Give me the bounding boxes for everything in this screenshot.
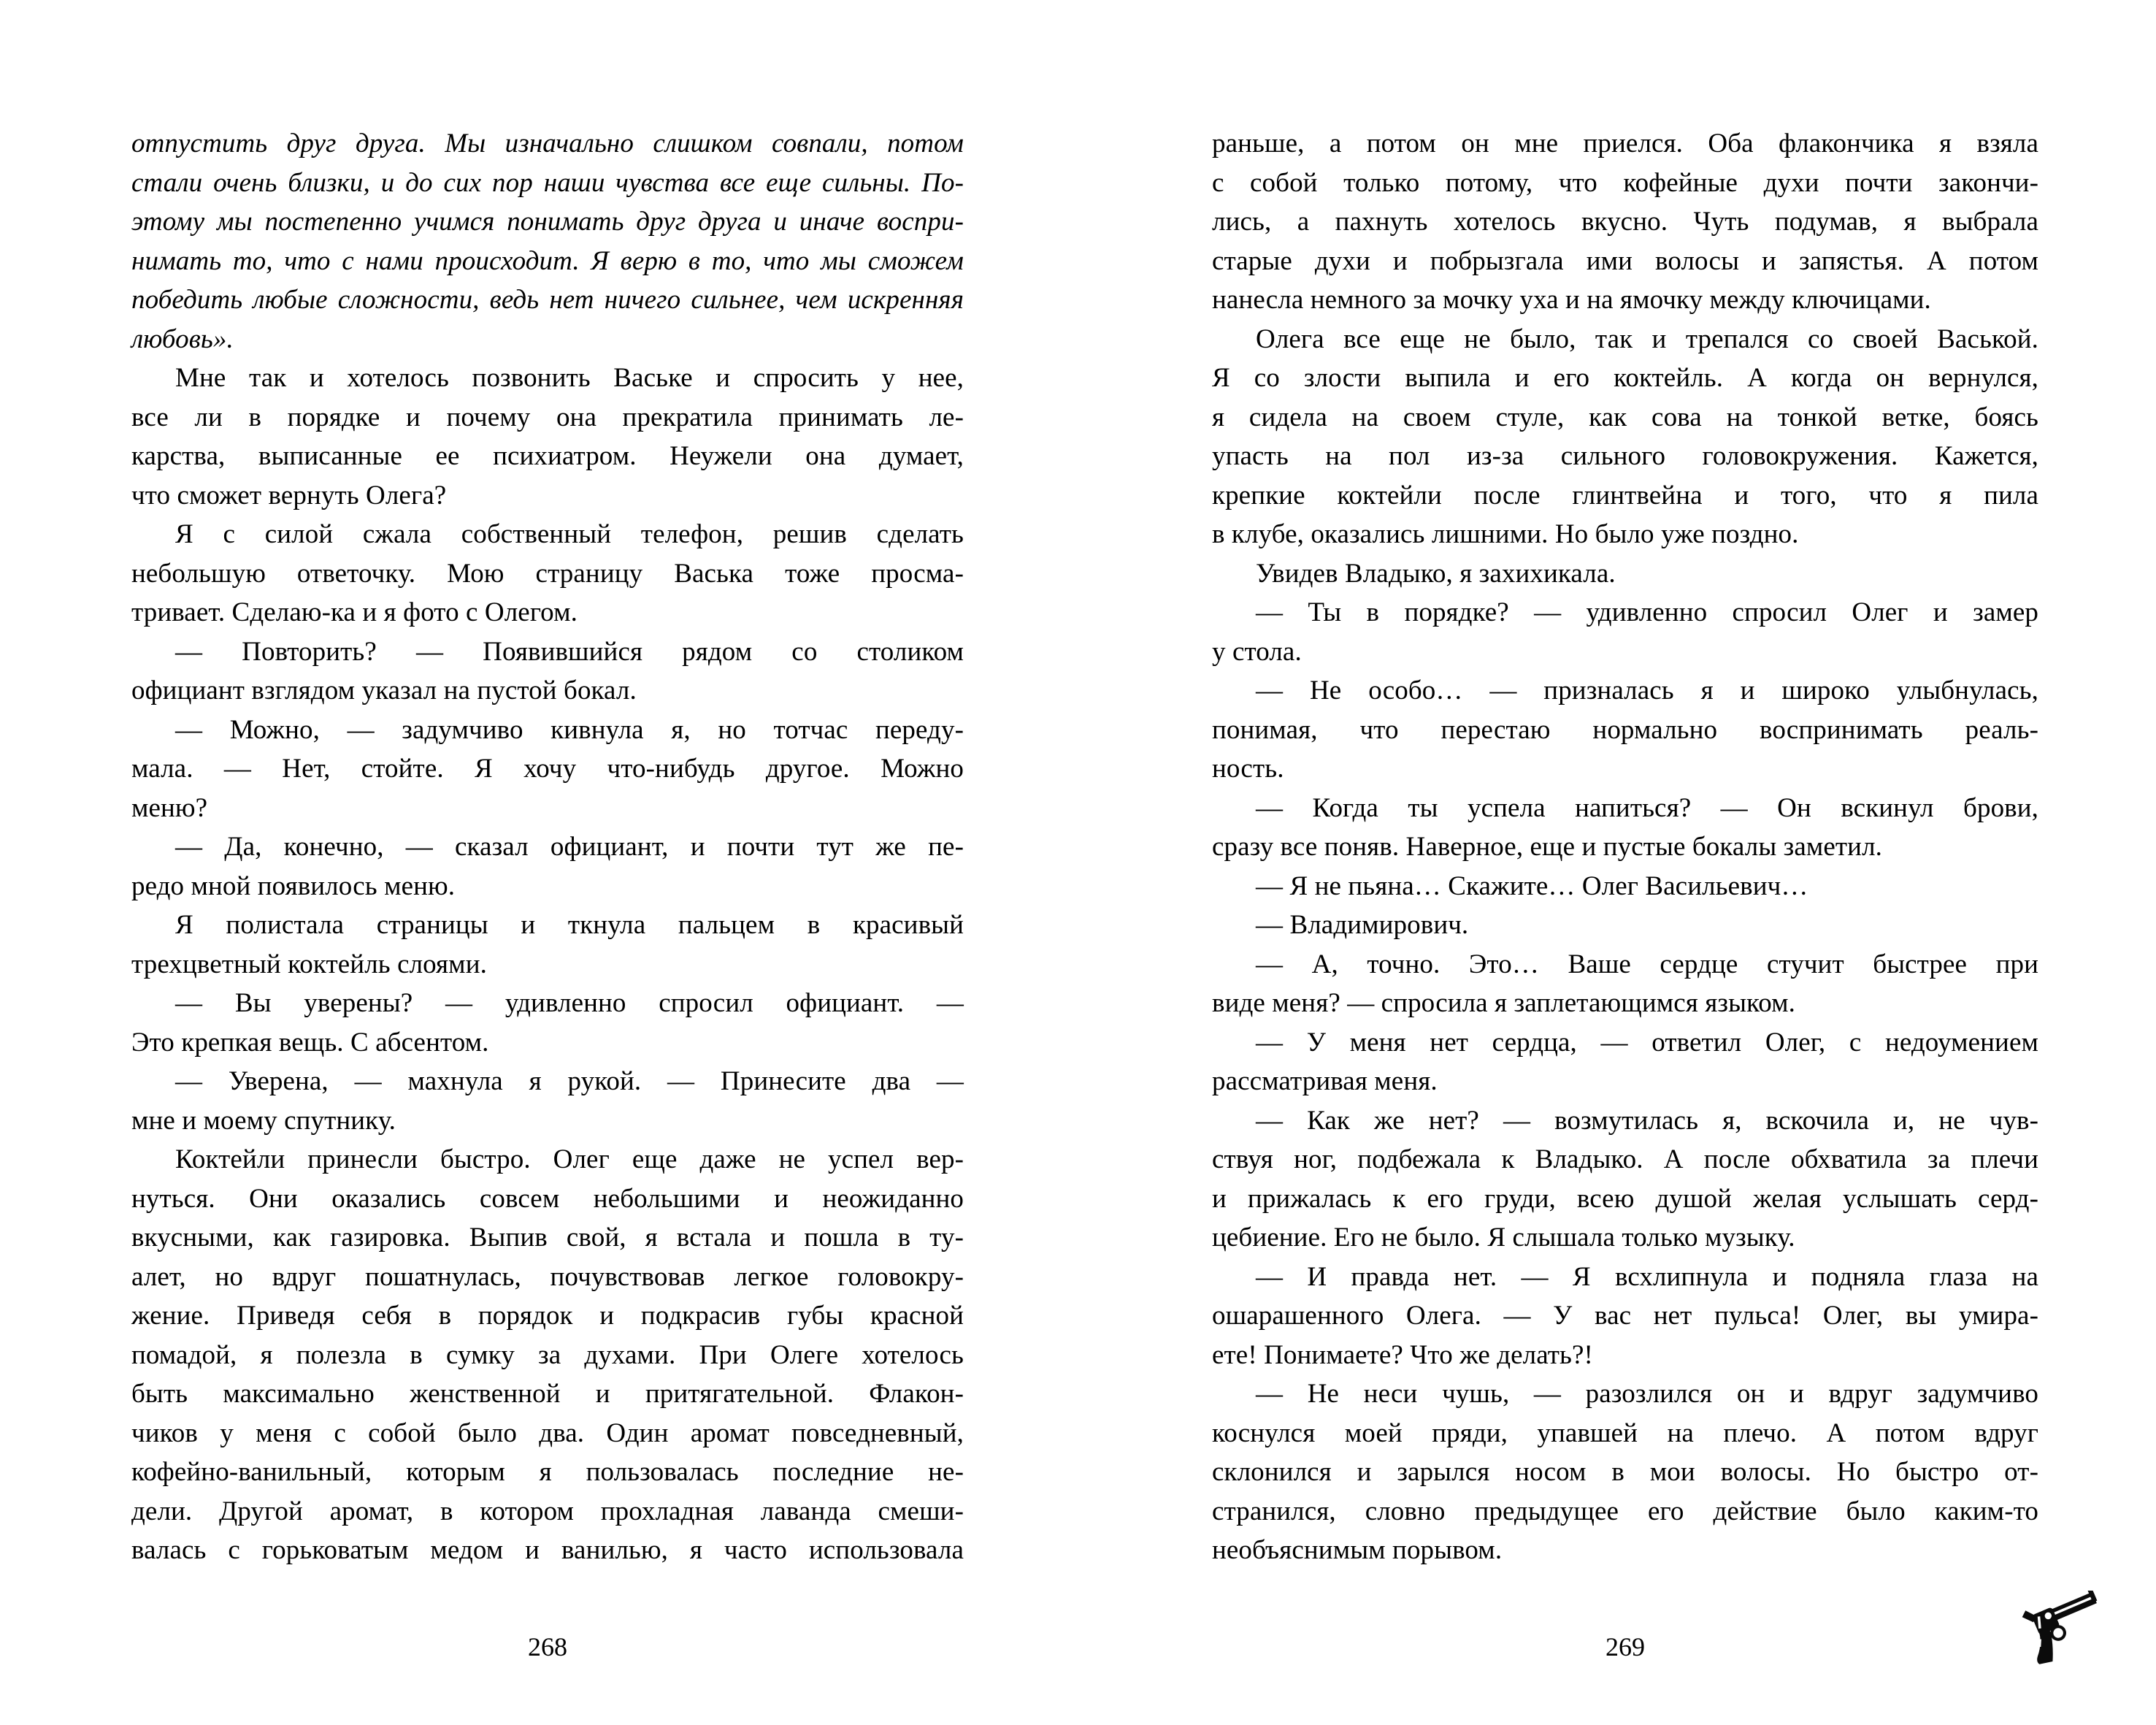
text-line: — Как же нет? — возмутилась я, вскочила и, не чув- [1256, 1105, 2038, 1136]
text-line: помадой, я полезла в сумку за духами. При Олеге хотелось [131, 1339, 964, 1370]
text-line: понимая, что перестаю нормально воспринимать реаль- [1212, 714, 2038, 745]
page-number-left: 268 [528, 1632, 567, 1661]
text-line: рассматривая меня. [1212, 1066, 1438, 1096]
text-line: — Не особо… — призналась я и широко улыбнулась, [1256, 676, 2038, 705]
text-line: склонился и зарылся носом в мои волосы. Но быстро от- [1212, 1457, 2038, 1487]
text-line: старые духи и побрызгала ими волосы и запястья. А потом [1212, 245, 2038, 276]
text-line: меню? [131, 792, 208, 823]
text-line: Мне так и хотелось позвонить Ваське и спросить у нее, [175, 363, 964, 393]
text-line: карства, выписанные ее психиатром. Неужели она думает, [131, 441, 964, 471]
right-page-text-block [1212, 124, 2038, 1570]
text-line: — Ты в порядке? — удивленно спросил Олег и замер [1256, 597, 2038, 627]
text-line: что сможет вернуть Олега? [131, 480, 447, 510]
text-line: раньше, а потом он мне приелся. Оба флакончика я взяла [1212, 129, 2038, 158]
text-line: — Владимирович. [1256, 910, 1469, 940]
text-line: у стола. [1212, 636, 1302, 667]
text-line: цебиение. Его не было. Я слышала только музыку. [1212, 1223, 1795, 1252]
revolver-icon [2018, 1591, 2104, 1669]
text-line: необъяснимым порывом. [1212, 1535, 1503, 1565]
text-line: официант взглядом указал на пустой бокал. [131, 676, 637, 705]
text-line: мне и моему спутнику. [131, 1105, 396, 1136]
text-line: — Не неси чушь, — разозлился он и вдруг задумчиво [1256, 1379, 2038, 1409]
text-line: валась с горьковатым медом и ванилью, я часто использовала [131, 1535, 964, 1565]
text-line: редо мной появилось меню. [131, 871, 456, 901]
text-line: тривает. Сделаю-ка и я фото с Олегом. [131, 597, 578, 627]
text-line: крепкие коктейли после глинтвейна и того, что я пила [1212, 480, 2038, 510]
text-line: вкусными, как газировка. Выпив свой, я встала и пошла в ту- [131, 1223, 964, 1252]
text-line: трехцветный коктейль слоями. [131, 949, 487, 979]
text-line: — Повторить? — Появившийся рядом со столиком [175, 636, 964, 667]
text-line: сразу все поняв. Наверное, еще и пустые бокалы заметил. [1212, 832, 1882, 862]
text-line: ошарашенного Олега. — У вас нет пульса! Олег, вы умира- [1212, 1301, 2038, 1331]
text-line: Коктейли принесли быстро. Олег еще даже не успел вер- [175, 1144, 964, 1174]
text-line: быть максимально женственной и притягательной. Флакон- [131, 1379, 964, 1409]
text-line: небольшую ответочку. Мою страницу Васька тоже просма- [131, 558, 964, 589]
text-line: лись, а пахнуть хотелось вкусно. Чуть подумав, я выбрала [1212, 207, 2038, 237]
text-line: — И правда нет. — Я всхлипнула и подняла глаза на [1256, 1261, 2038, 1292]
text-line: ность. [1212, 754, 1284, 784]
text-line: стали очень близки, и до сих пор наши чувства все еще сильны. По- [131, 167, 964, 198]
text-line: победить любые сложности, ведь нет ничего сильнее, чем искренняя [131, 285, 964, 315]
text-line: Это крепкая вещь. С абсентом. [131, 1027, 489, 1057]
text-line: — Я не пьяна… Скажите… Олег Васильевич… [1256, 871, 1808, 901]
text-line: жение. Приведя себя в порядок и подкрасив губы красной [131, 1301, 964, 1331]
text-line: кофейно-ванильный, которым я пользовалась последние не- [131, 1457, 964, 1487]
text-line: алет, но вдруг пошатнулась, почувствовав легкое головокру- [131, 1261, 964, 1292]
text-line: нимать то, что с нами происходит. Я верю в то, что мы сможем [131, 245, 964, 276]
page-number-right: 269 [1606, 1632, 1645, 1661]
text-line: Увидев Владыко, я захихикала. [1256, 558, 1616, 589]
text-line: я сидела на своем стуле, как сова на тонкой ветке, боясь [1212, 402, 2038, 432]
text-line: этому мы постепенно учимся понимать друг друга и иначе воспри- [131, 207, 964, 237]
text-line: с собой только потому, что кофейные духи почти закончи- [1212, 167, 2038, 198]
text-line: странился, словно предыдущее его действие было каким-то [1212, 1496, 2038, 1526]
text-line: — А, точно. Это… Ваше сердце стучит быстрее при [1256, 949, 2038, 979]
text-line: — Можно, — задумчиво кивнула я, но тотчас переду- [175, 714, 964, 745]
text-line: нанесла немного за мочку уха и на ямочку между ключицами. [1212, 285, 1931, 315]
text-line: Я с силой сжала собственный телефон, решив сделать [175, 519, 964, 549]
text-line: мала. — Нет, стойте. Я хочу что-нибудь другое. Можно [131, 754, 964, 784]
text-line: нуться. Они оказались совсем небольшими и неожиданно [131, 1183, 964, 1214]
text-line: в клубе, оказались лишними. Но было уже поздно. [1212, 519, 1799, 549]
text-line: любовь». [131, 324, 234, 354]
text-line: упасть на пол из-за сильного головокружения. Кажется, [1212, 441, 2038, 471]
text-line: — У меня нет сердца, — ответил Олег, с недоумением [1256, 1027, 2038, 1057]
text-line: коснулся моей пряди, упавшей на плечо. А потом вдруг [1212, 1418, 2038, 1448]
text-line: Олега все еще не было, так и трепался со своей Васькой. [1256, 324, 2038, 354]
text-line: все ли в порядке и почему она прекратила принимать ле- [131, 402, 964, 432]
text-line: ете! Понимаете? Что же делать?! [1212, 1339, 1593, 1370]
text-line: и прижалась к его груди, всею душой желая услышать серд- [1212, 1183, 2038, 1214]
text-line: — Когда ты успела напиться? — Он вскинул брови, [1256, 792, 2038, 823]
text-line: — Уверена, — махнула я рукой. — Принесите два — [175, 1066, 964, 1096]
left-page-text-block [131, 124, 964, 1570]
text-line: дели. Другой аромат, в котором прохладная лаванда смеши- [131, 1496, 964, 1526]
text-line: отпустить друг друга. Мы изначально слишком совпали, потом [131, 129, 964, 158]
text-line: — Вы уверены? — удивленно спросил официант. — [175, 988, 964, 1018]
text-line: — Да, конечно, — сказал официант, и почти тут же пе- [175, 832, 964, 862]
text-line: Я со злости выпила и его коктейль. А когда он вернулся, [1212, 363, 2038, 393]
text-line: чиков у меня с собой было два. Один аромат повседневный, [131, 1418, 964, 1448]
text-line: Я полистала страницы и ткнула пальцем в красивый [175, 910, 964, 940]
text-line: ствуя ног, подбежала к Владыко. А после обхватила за плечи [1212, 1144, 2038, 1174]
text-line: виде меня? — спросила я заплетающимся языком. [1212, 988, 1795, 1018]
